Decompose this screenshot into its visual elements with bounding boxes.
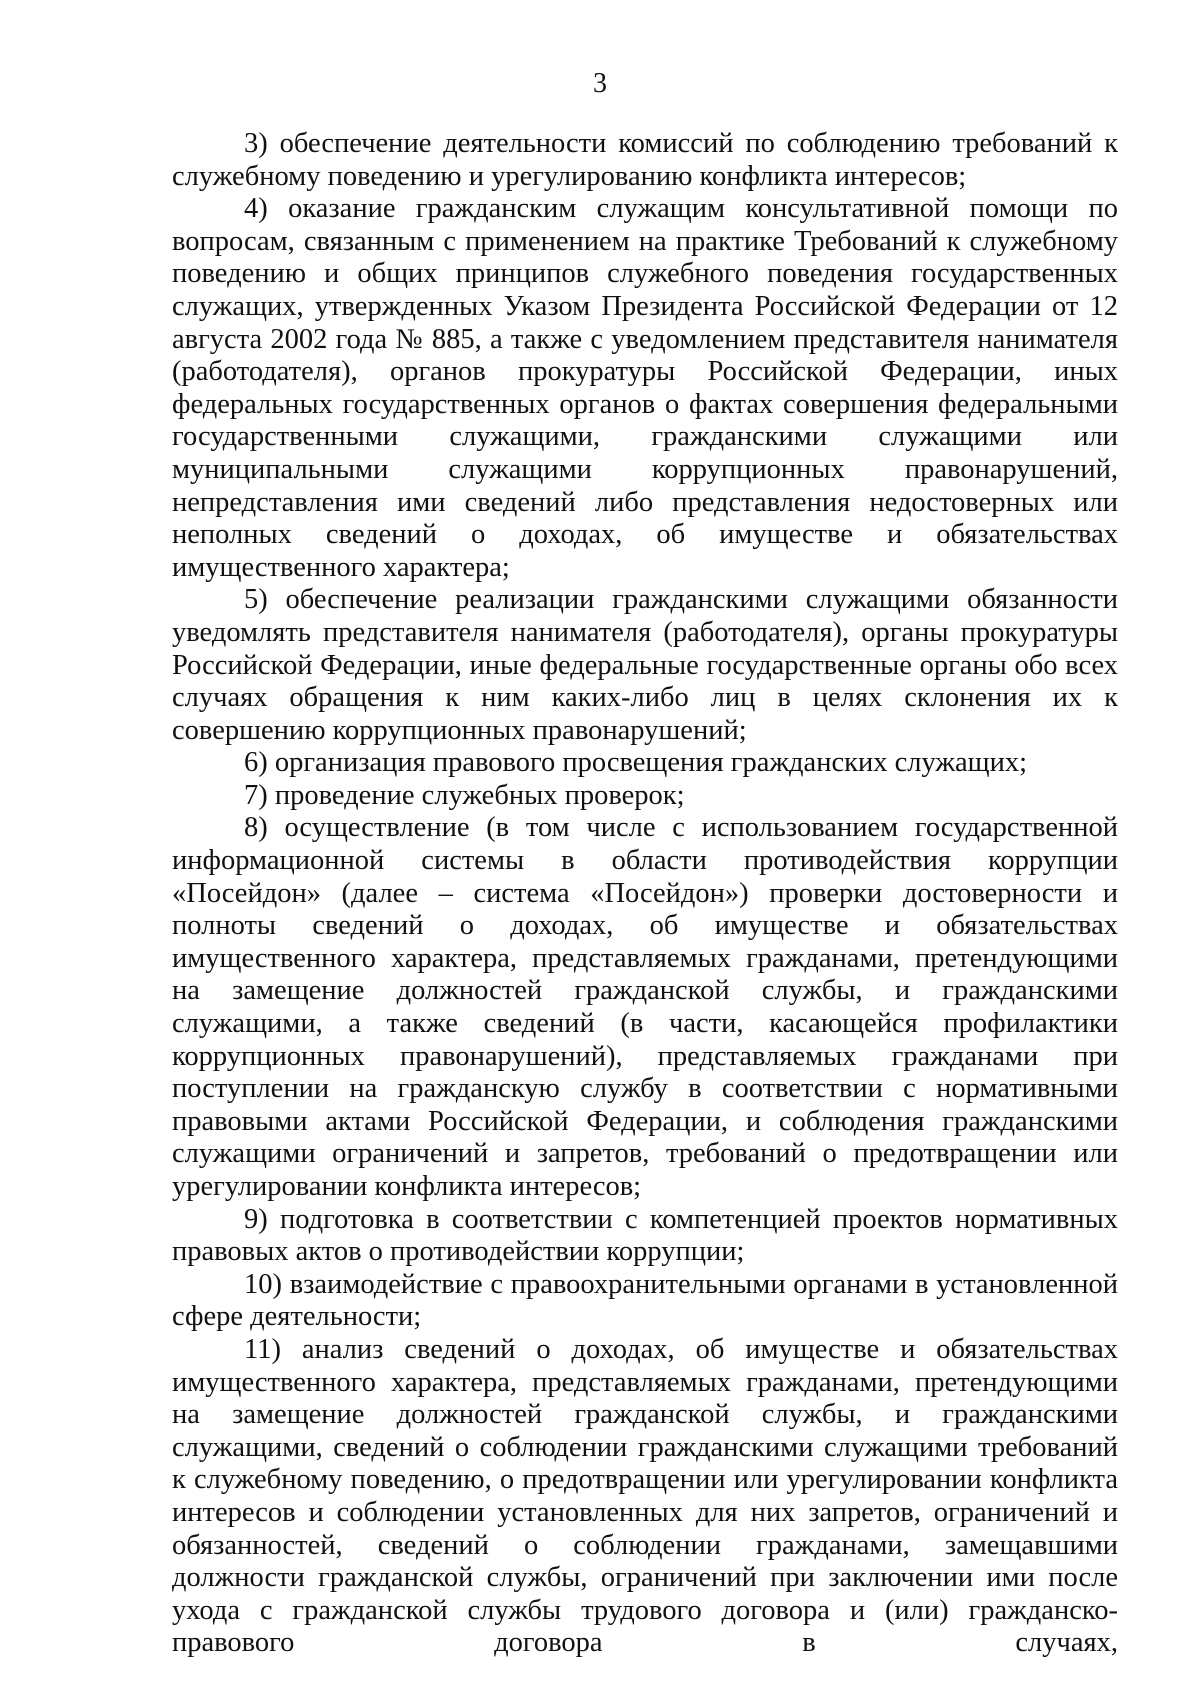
paragraph-item-11: 11) анализ сведений о доходах, об имуществе и обязательствах имущественного характера, представляемых гражданами, претендующими на замещение должностей гражданской службы, и гражданскими служащими, сведений о соблюдении гражданскими служащими требований к служебному поведению, о предотвращении или урегулировании конфликта интересов и соблюдении установленных для них запретов, ограничений и обязанностей, сведений о соблюдении гражданами, замещавшими должности гражданской службы, ограничений при заключении ими после ухода с гражданской службы трудового договора и (или) гражданско-правового договора в случаях, bbox=[172, 1333, 1118, 1659]
paragraph-item-10: 10) взаимодействие с правоохранительными органами в установленной сфере деятельности; bbox=[172, 1268, 1118, 1333]
paragraph-item-8: 8) осуществление (в том числе с использованием государственной информационной системы в области противодействия коррупции «Посейдон» (далее – система «Посейдон») проверки достоверности и полноты сведений о доходах, об имуществе и обязательствах имущественного характера, представляемых гражданами, претендующими на замещение должностей гражданской службы, и гражданскими служащими, а также сведений (в части, касающейся профилактики коррупционных правонарушений), представляемых гражданами при поступлении на гражданскую службу в соответствии с нормативными правовыми актами Российской Федерации, и соблюдения гражданскими служащими ограничений и запретов, требований о предотвращении или урегулировании конфликта интересов; bbox=[172, 812, 1118, 1202]
paragraph-item-9: 9) подготовка в соответствии с компетенцией проектов нормативных правовых актов о противодействии коррупции; bbox=[172, 1203, 1118, 1268]
paragraph-item-7: 7) проведение служебных проверок; bbox=[244, 779, 685, 811]
document-body bbox=[172, 128, 1118, 1660]
paragraph-item-6: 6) организация правового просвещения гражданских служащих; bbox=[244, 747, 1028, 779]
paragraph-item-3: 3) обеспечение деятельности комиссий по соблюдению требований к служебному поведению и урегулированию конфликта интересов; bbox=[172, 128, 1118, 192]
paragraph-item-5: 5) обеспечение реализации гражданскими служащими обязанности уведомлять представителя нанимателя (работодателя), органы прокуратуры Российской Федерации, иные федеральные государственные органы обо всех случаях обращения к ним каких-либо лиц в целях склонения их к совершению коррупционных правонарушений; bbox=[172, 584, 1118, 746]
paragraph-item-4: 4) оказание гражданским служащим консультативной помощи по вопросам, связанным с применением на практике Требований к служебному поведению и общих принципов служебного поведения государственных служащих, утвержденных Указом Президента Российской Федерации от 12 августа 2002 года № 885, а также с уведомлением представителя нанимателя (работодателя), органов прокуратуры Российской Федерации, иных федеральных государственных органов о фактах совершения федеральными государственными служащими, гражданскими служащими или муниципальными служащими коррупционных правонарушений, непредставления ими сведений либо представления недостоверных или неполных сведений о доходах, об имуществе и обязательствах имущественного характера; bbox=[172, 193, 1118, 583]
page-number: 3 bbox=[593, 68, 607, 99]
